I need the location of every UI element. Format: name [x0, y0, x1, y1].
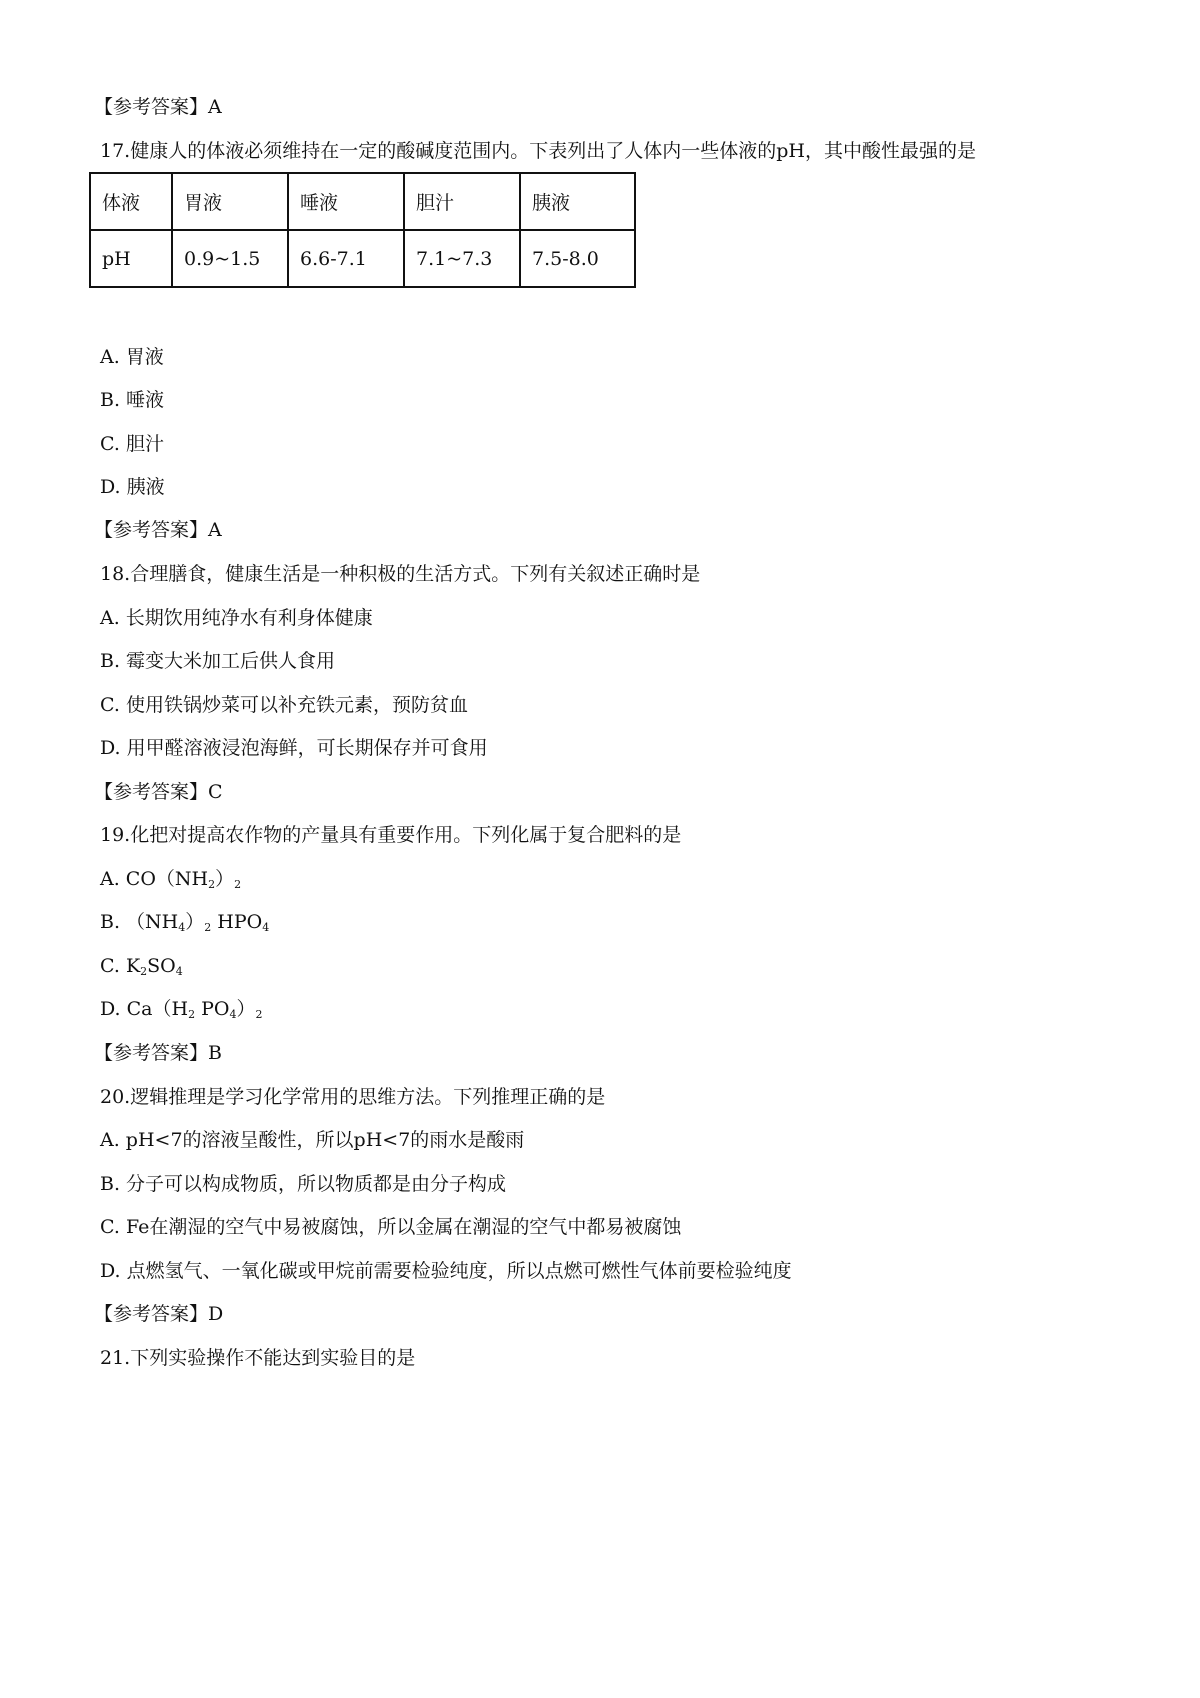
table-cell: 胃液 [172, 173, 288, 230]
table-cell: 唾液 [288, 173, 404, 230]
question-19-stem: 19.化把对提高农作物的产量具有重要作用。下列化属于复合肥料的是 [100, 824, 682, 846]
table-cell: 体液 [90, 173, 172, 230]
option-20a: A. pH<7的溶液呈酸性，所以pH<7的雨水是酸雨 [100, 1129, 525, 1151]
question-17-stem: 17.健康人的体液必须维持在一定的酸碱度范围内。下表列出了人体内一些体液的pH，其中酸性最强的是 [100, 140, 976, 162]
option-text: PO [195, 998, 230, 1020]
table-cell: pH [90, 230, 172, 287]
option-19c [100, 954, 183, 978]
option-17c: C. 胆汁 [100, 433, 164, 455]
option-19d [100, 997, 263, 1021]
option-text: D. Ca（H [100, 998, 189, 1020]
option-20c: C. Fe在潮湿的空气中易被腐蚀，所以金属在潮湿的空气中都易被腐蚀 [100, 1216, 682, 1238]
option-text: HPO [211, 911, 263, 933]
option-19a [100, 867, 241, 891]
subscript: 2 [208, 878, 216, 891]
option-18a: A. 长期饮用纯净水有利身体健康 [100, 607, 373, 629]
table-row [90, 173, 635, 230]
subscript: 4 [229, 1008, 237, 1021]
table-cell: 胰液 [520, 173, 635, 230]
table-cell: 7.5-8.0 [520, 230, 635, 287]
table-cell: 7.1~7.3 [404, 230, 520, 287]
subscript: 2 [204, 921, 212, 934]
option-17a: A. 胃液 [100, 346, 164, 368]
table-row [90, 230, 635, 287]
option-17d: D. 胰液 [100, 476, 165, 498]
answer-q19: 【参考答案】B [94, 1042, 222, 1064]
subscript: 4 [178, 921, 186, 934]
option-text: C. K [100, 955, 141, 977]
option-20b: B. 分子可以构成物质，所以物质都是由分子构成 [100, 1173, 507, 1195]
option-18c: C. 使用铁锅炒菜可以补充铁元素，预防贫血 [100, 694, 468, 716]
subscript: 4 [175, 965, 183, 978]
question-18-stem: 18.合理膳食，健康生活是一种积极的生活方式。下列有关叙述正确时是 [100, 563, 701, 585]
table-cell: 胆汁 [404, 173, 520, 230]
table-cell: 6.6-7.1 [288, 230, 404, 287]
subscript: 2 [188, 1008, 196, 1021]
option-text: SO [147, 955, 176, 977]
option-18d: D. 用甲醛溶液浸泡海鲜，可长期保存并可食用 [100, 737, 488, 759]
answer-q18: 【参考答案】C [94, 781, 223, 803]
option-18b: B. 霉变大米加工后供人食用 [100, 650, 336, 672]
option-19b [100, 910, 269, 934]
ph-table [89, 172, 636, 288]
answer-q20: 【参考答案】D [94, 1303, 224, 1325]
answer-q17: 【参考答案】A [94, 519, 222, 541]
option-text: ） [185, 911, 205, 933]
option-text: ） [215, 868, 235, 890]
question-20-stem: 20.逻辑推理是学习化学常用的思维方法。下列推理正确的是 [100, 1086, 606, 1108]
option-17b: B. 唾液 [100, 389, 165, 411]
option-text: A. CO（NH [100, 868, 209, 890]
option-text: B. （NH [100, 911, 179, 933]
subscript: 2 [255, 1008, 263, 1021]
option-text: ） [236, 998, 256, 1020]
table-cell: 0.9~1.5 [172, 230, 288, 287]
subscript: 4 [262, 921, 270, 934]
subscript: 2 [140, 965, 148, 978]
option-20d: D. 点燃氢气、一氧化碳或甲烷前需要检验纯度，所以点燃可燃性气体前要检验纯度 [100, 1260, 792, 1282]
subscript: 2 [234, 878, 242, 891]
question-21-stem: 21.下列实验操作不能达到实验目的是 [100, 1347, 416, 1369]
answer-q16: 【参考答案】A [94, 96, 222, 118]
